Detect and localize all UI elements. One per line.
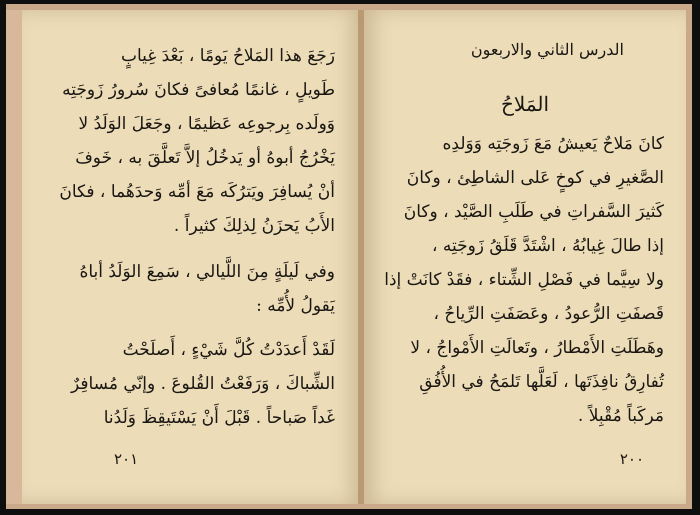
right-line-9: مَركَباً مُقْبِلاً .: [577, 406, 664, 426]
lesson-title: المَلاحُ: [500, 92, 550, 116]
left-line-7: وفي لَيلَةٍ مِنَ اللَّيالي ، سَمِعَ الوَلَدُ أباهُ: [79, 262, 335, 282]
right-line-8: تُفارِقُ نافِذَتَها ، لَعَلَّها تَلمَحُ في الأُفُقِ: [419, 372, 664, 392]
left-line-1: رَجَعَ هذا المَلاحُ يَومًا ، بَعْدَ غِيابٍ: [121, 46, 335, 66]
left-line-5: أنْ يُسافِرَ ويَترُكَه مَعَ أمِّه وَحدَهُما ، فكانَ: [59, 182, 335, 202]
left-line-3: وَولَده بِرجوعِه عَظيمًا ، وجَعَلَ الوَلَدُ لا: [78, 114, 335, 134]
left-line-4: يَخْرُجُ أبوهُ أو يَدخُلُ إلاَّ تَعلَّقَ به ، خَوفَ: [75, 148, 335, 168]
right-line-3: كَثيرَ السَّفراتِ في طَلَبِ الصَّيْد ، وكانَ: [403, 202, 664, 222]
left-page-number: ٢٠١: [114, 450, 139, 468]
book-cover-edge: [6, 10, 22, 504]
right-line-6: قَصفَتِ الرُّعودُ ، وعَصَفَتِ الرِّياحُ ،: [433, 304, 664, 324]
right-line-4: إذا طالَ غِيابُهُ ، اشْتَدَّ قَلَقُ زَوجَتِه ،: [431, 236, 664, 256]
left-line-6: الأَبُ يَحزَنُ لِذلِكَ كثيراً .: [173, 216, 335, 236]
right-line-1: كانَ مَلاحٌ يَعيشُ مَعَ زَوجَتِه وَوَلدِه: [442, 134, 664, 154]
left-page: [22, 10, 362, 504]
right-page-number: ٢٠٠: [619, 450, 644, 468]
lesson-header: الدرس الثاني والاربعون: [470, 40, 624, 59]
open-book: [6, 4, 692, 509]
left-line-2: طَويلٍ ، غانمًا مُعافىً فكانَ سُرورُ زَوجَتِه: [62, 80, 335, 100]
left-line-10: الشِّباكَ ، وَرَفَعْتُ القُلوعَ . وإنّي مُسافِرٌ: [71, 374, 335, 394]
right-line-7: وهَطَلَتِ الأَمْطارُ ، وتَعالَتِ الأَمْواجُ ، لا: [410, 338, 664, 358]
right-line-2: الصَّغيرِ في كوخٍ عَلى الشاطِئ ، وكانَ: [406, 168, 664, 188]
right-page: [364, 10, 686, 504]
right-line-5: ولا سِيَّما في فَصْلِ الشِّتاء ، فقَدْ كانَتْ إذا: [384, 270, 664, 290]
left-line-11: غَداً صَباحاً . قَبْلَ أَنْ يَسْتَيقِظَ وَلَدُنا: [103, 408, 335, 428]
left-line-8: يَقولُ لأُمِّه :: [256, 296, 335, 316]
left-line-9: لَقَدْ أَعدَدْتُ كُلَّ شَيْءٍ ، أَصلَحْتُ: [122, 340, 335, 360]
